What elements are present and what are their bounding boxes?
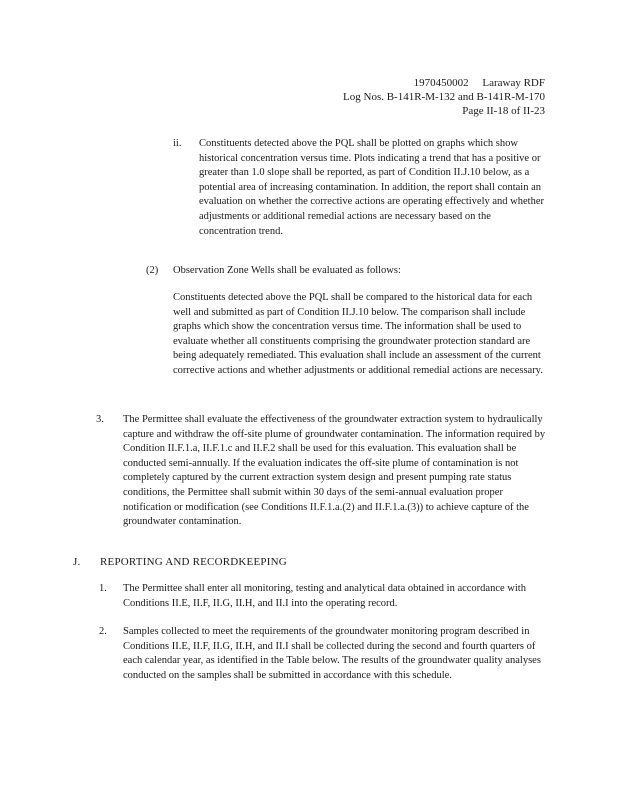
item-j2-paragraph: Samples collected to meet the requirements of the groundwater monitoring program described in Conditions II.E, II.F, II.G, II.H, and II.I shall be collected during the second and fourth quarters of each calendar year, as identified in the Table below. The results of the groundwater quality analyses conducted on the samples shall be submitted in accordance with this schedule.	[123, 626, 541, 681]
section-j-marker: J.	[73, 556, 81, 568]
page-header	[343, 76, 545, 118]
header-facility-id: 1970450002 Laraway RDF	[413, 77, 545, 89]
item-j2-marker: 2.	[99, 626, 107, 637]
item-3-paragraph: The Permittee shall evaluate the effectiveness of the groundwater extraction system to hydraulically capture and withdraw the off-site plume of groundwater contamination. The information required by Condition II.F.1.a, II.F.1.c and II.F.2 shall be used for this evaluation. This evaluation shall be conducted semi-annually. If the evaluation indicates the off-site plume of contamination is not completely captured by the current extraction system design and present pumping rate status conditions, the Permittee shall submit within 30 days of the semi-annual evaluation proper notification or modification (see Conditions II.F.1.a.(2) and II.F.1.a.(3)) to achieve capture of the groundwater contamination.	[123, 414, 546, 528]
section-j-title: REPORTING AND RECORDKEEPING	[100, 556, 287, 568]
header-page-number: Page II-18 of II-23	[462, 105, 545, 117]
item-ii-paragraph: Constituents detected above the PQL shall be plotted on graphs which show historical concentration versus time. Plots indicating a trend that has a positive or greater than 1.0 slope shall be reported, as part of Condition II.J.10 below, as a potential area of increasing contamination. In addition, the report shall contain an evaluation on whether the corrective actions are operating effectively and whether adjustments or additional remedial actions are necessary based on the concentration trend.	[199, 138, 544, 237]
item-2-marker: (2)	[146, 265, 159, 276]
item-ii-marker: ii.	[173, 138, 182, 149]
item-j1-marker: 1.	[99, 583, 107, 594]
header-log-numbers: Log Nos. B-141R-M-132 and B-141R-M-170	[343, 91, 545, 103]
item-j1-paragraph: The Permittee shall enter all monitoring, testing and analytical data obtained in accordance with Conditions II.E, II.F, II.G, II.H, and II.I into the operating record.	[123, 583, 526, 609]
item-3-marker: 3.	[96, 414, 104, 425]
item-2-lead: Observation Zone Wells shall be evaluated as follows:	[173, 265, 401, 276]
item-2-paragraph: Constituents detected above the PQL shall be compared to the historical data for each well and submitted as part of Condition II.J.10 below. The comparison shall include graphs which show the concentration versus time. The information shall be used to evaluate whether all constituents comprising the groundwater protection standard are being adequately remediated. This evaluation shall include an assessment of the current corrective actions and whether adjustments or additional remedial actions are necessary.	[173, 292, 543, 376]
